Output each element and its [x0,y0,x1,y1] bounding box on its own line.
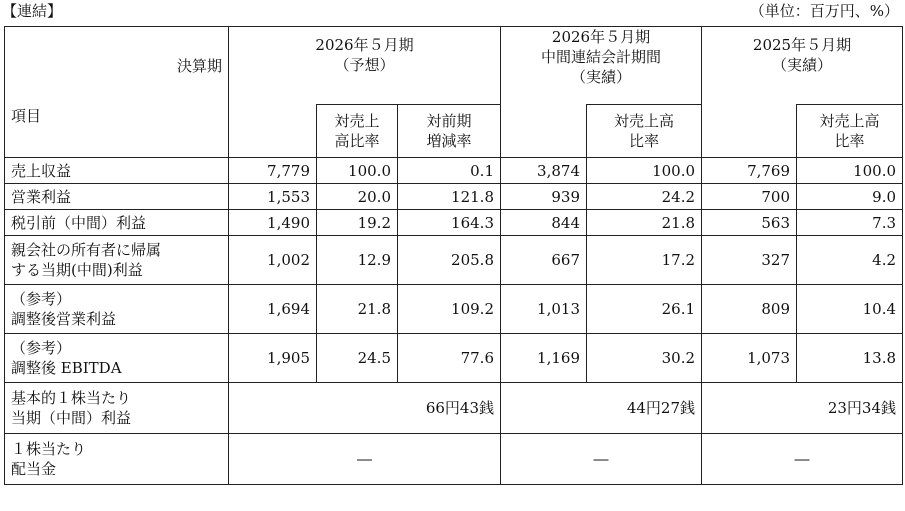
unit-caption: （単位：百万円、%） [749,2,899,20]
row-label: （参考） 調整後営業利益 [5,285,229,334]
interim-sales-ratio-header: 対売上高 比率 [587,104,702,158]
table-cell: 24.5 [317,334,398,383]
table-cell: 1,169 [501,334,587,383]
table-cell: 9.0 [797,184,903,210]
table-cell: 20.0 [317,184,398,210]
row-label: 税引前（中間）利益 [5,210,229,236]
table-cell: 809 [702,285,797,334]
table-cell: 563 [702,210,797,236]
table-row [5,210,903,236]
forecast-amount-header [229,104,317,158]
table-cell: 1,073 [702,334,797,383]
table-cell: 205.8 [398,236,501,285]
period-header: 決算期 [5,27,229,105]
dividend-row [5,434,903,485]
table-cell: 7,779 [229,158,317,184]
table-cell: 1,013 [501,285,587,334]
table-cell: 10.4 [797,285,903,334]
row-label: 基本的１株当たり 当期（中間）利益 [5,383,229,434]
eps-forecast: 66円43銭 [229,383,501,434]
prior-amount-header [702,104,797,158]
eps-interim: 44円27銭 [501,383,702,434]
prior-actual-header: 2025年５月期 （実績） [702,27,903,105]
table-cell: 100.0 [317,158,398,184]
table-row [5,285,903,334]
forecast-change-rate-header: 対前期 増減率 [398,104,501,158]
financial-results-table [4,26,903,485]
dividend-prior: ― [702,434,903,485]
table-row [5,184,903,210]
table-cell: 1,553 [229,184,317,210]
table-cell: 7,769 [702,158,797,184]
table-cell: 1,905 [229,334,317,383]
table-cell: 4.2 [797,236,903,285]
table-cell: 0.1 [398,158,501,184]
table-cell: 12.9 [317,236,398,285]
table-cell: 667 [501,236,587,285]
table-cell: 844 [501,210,587,236]
table-cell: 21.8 [317,285,398,334]
table-caption: 【連結】 [2,2,63,20]
table-row [5,334,903,383]
row-label: 親会社の所有者に帰属 する当期(中間)利益 [5,236,229,285]
table-cell: 24.2 [587,184,702,210]
table-cell: 26.1 [587,285,702,334]
row-label: １株当たり 配当金 [5,434,229,485]
table-cell: 77.6 [398,334,501,383]
eps-row [5,383,903,434]
table-cell: 17.2 [587,236,702,285]
table-cell: 100.0 [797,158,903,184]
table-cell: 109.2 [398,285,501,334]
table-cell: 164.3 [398,210,501,236]
table-row [5,158,903,184]
table-cell: 30.2 [587,334,702,383]
table-cell: 121.8 [398,184,501,210]
table-cell: 7.3 [797,210,903,236]
table-cell: 1,694 [229,285,317,334]
table-cell: 13.8 [797,334,903,383]
row-label: （参考） 調整後 EBITDA [5,334,229,383]
item-header: 項目 [5,104,229,158]
table-row [5,236,903,285]
table-cell: 700 [702,184,797,210]
interim-amount-header [501,104,587,158]
table-cell: 19.2 [317,210,398,236]
forecast-sales-ratio-header: 対売上 高比率 [317,104,398,158]
dividend-interim: ― [501,434,702,485]
table-cell: 21.8 [587,210,702,236]
row-label: 売上収益 [5,158,229,184]
dividend-forecast: ― [229,434,501,485]
table-cell: 1,002 [229,236,317,285]
table-cell: 100.0 [587,158,702,184]
forecast-header: 2026年５月期 （予想） [229,27,501,105]
interim-actual-header: 2026年５月期 中間連結会計期間 （実績） [501,27,702,105]
table-cell: 327 [702,236,797,285]
table-cell: 3,874 [501,158,587,184]
row-label: 営業利益 [5,184,229,210]
table-cell: 1,490 [229,210,317,236]
prior-sales-ratio-header: 対売上高 比率 [797,104,903,158]
table-cell: 939 [501,184,587,210]
eps-prior: 23円34銭 [702,383,903,434]
